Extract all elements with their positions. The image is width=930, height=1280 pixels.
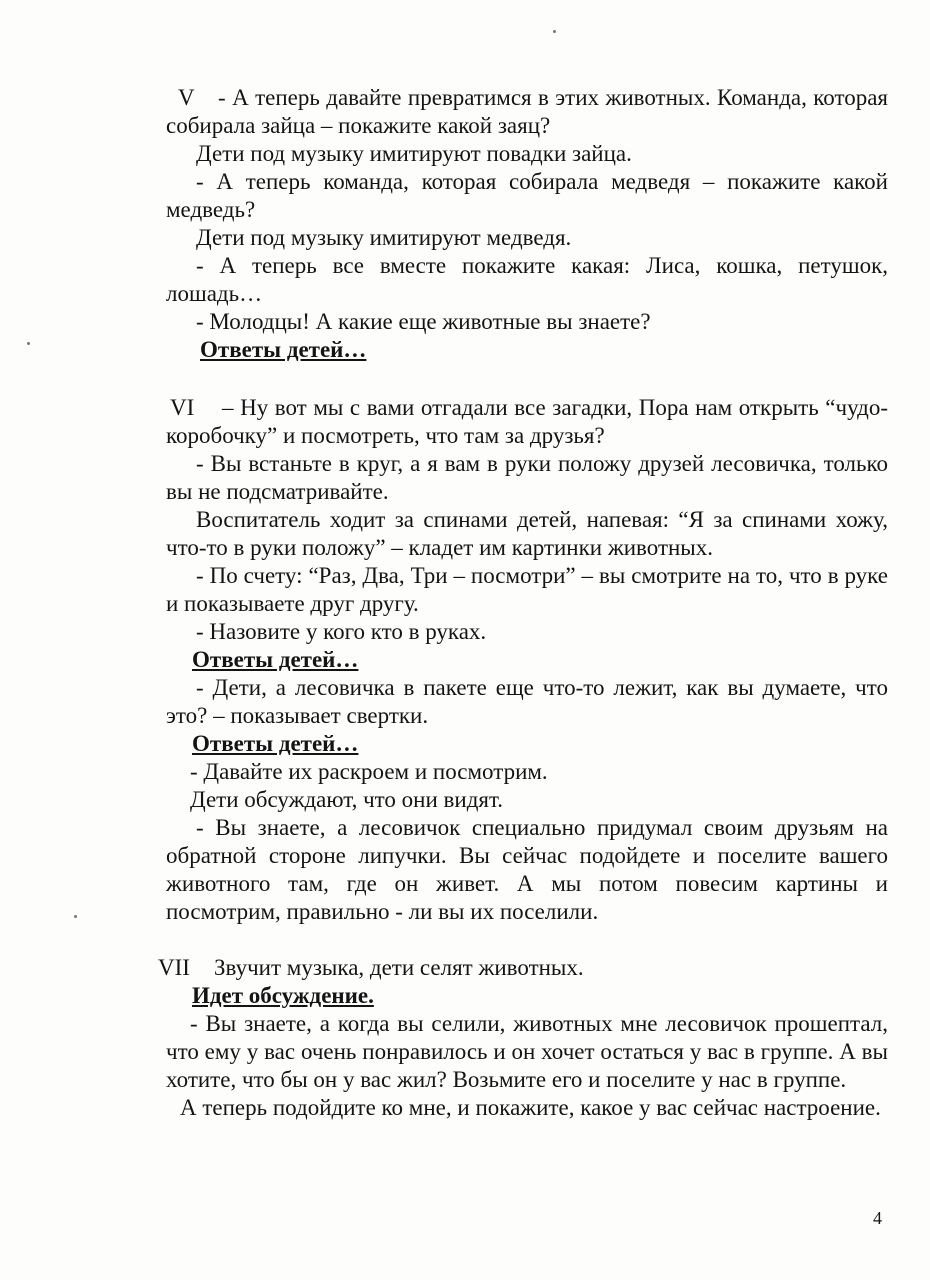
section-vii-text: Звучит музыка, дети селят животных.	[214, 955, 584, 980]
section-vi-first	[166, 394, 888, 450]
discussion-heading: Идет обсуждение.	[192, 983, 374, 1008]
answer-heading: Ответы детей…	[192, 731, 359, 756]
paragraph: - Давайте их раскроем и посмотрим.	[190, 759, 548, 784]
section-vi-text: – Ну вот мы с вами отгадали все загадки, Пора нам открыть “чудо-коробочку” и посмотреть, что там за друзья?	[166, 395, 888, 448]
paragraph: - Дети, а лесовичка в пакете еще что-то лежит, как вы думаете, что это? – показывает свертки.	[166, 675, 888, 728]
spacer	[166, 364, 888, 394]
paragraph: - Молодцы! А какие еще животные вы знаете?	[196, 309, 651, 334]
answer-heading: Ответы детей…	[200, 337, 367, 362]
paragraph: - А теперь команда, которая собирала медведя – покажите какой медведь?	[166, 169, 888, 222]
scan-speck	[553, 30, 556, 33]
section-vii-first	[158, 954, 888, 982]
paragraph: Дети под музыку имитируют медведя.	[196, 225, 572, 250]
paragraph: Дети под музыку имитируют повадки зайца.	[196, 141, 632, 166]
paragraph: А теперь подойдите ко мне, и покажите, какое у вас сейчас настроение.	[180, 1095, 881, 1120]
section-v-text: - А теперь давайте превратимся в этих животных. Команда, которая собирала зайца – покажите какой заяц?	[166, 85, 888, 138]
section-v-first	[166, 84, 888, 140]
scan-speck	[27, 342, 30, 345]
section-number-vii: VII	[158, 955, 190, 980]
section-number-vi: VI	[170, 395, 195, 420]
paragraph: - Вы знаете, а лесовичок специально придумал своим друзьям на обратной стороне липучки. Вы сейчас подойдете и поселите вашего животного там, где он живет. А мы потом повесим картины и посмотрим, правильно - ли вы их поселили.	[166, 815, 888, 924]
section-number-v: V	[178, 85, 195, 110]
paragraph: Дети обсуждают, что они видят.	[190, 787, 504, 812]
paragraph: Воспитатель ходит за спинами детей, напевая: “Я за спинами хожу, что-то в руки положу” – кладет им картинки животных.	[166, 507, 888, 560]
paragraph: - Вы знаете, а когда вы селили, животных мне лесовичок прошептал, что ему у вас очень понравилось и он хочет остаться у вас в группе. А вы хотите, что бы он у вас жил? Возьмите его и поселите у нас в группе.	[166, 1011, 888, 1092]
page-number: 4	[873, 1208, 882, 1228]
paragraph: - По счету: “Раз, Два, Три – посмотри” – вы смотрите на то, что в руке и показываете друг другу.	[166, 563, 888, 616]
paragraph: - Назовите у кого кто в руках.	[196, 619, 487, 644]
paragraph: - Вы встаньте в круг, а я вам в руки положу друзей лесовичка, только вы не подсматривайте.	[166, 451, 888, 504]
spacer	[166, 926, 888, 954]
answer-heading: Ответы детей…	[192, 647, 359, 672]
scan-speck	[74, 915, 77, 918]
paragraph: - А теперь все вместе покажите какая: Лиса, кошка, петушок, лошадь…	[166, 253, 888, 306]
document-body	[158, 84, 888, 1122]
